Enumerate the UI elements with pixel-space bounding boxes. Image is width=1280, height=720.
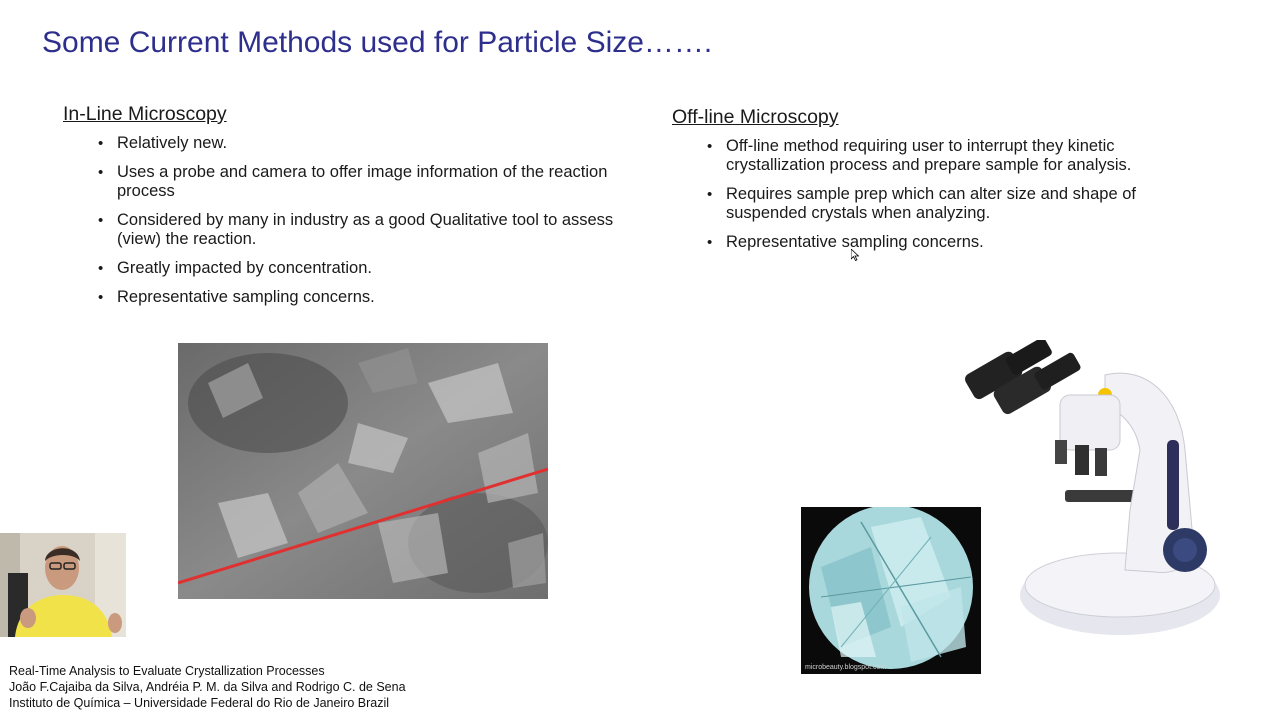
mouse-cursor-icon bbox=[851, 248, 859, 260]
list-item: • Requires sample prep which can alter size and shape of suspended crystals when analyzing. bbox=[726, 185, 1212, 223]
crystal-grayscale-photo bbox=[178, 343, 548, 599]
list-item: • Relatively new. bbox=[117, 134, 633, 153]
microscope-image bbox=[955, 340, 1225, 640]
list-item: • Uses a probe and camera to offer image information of the reaction process bbox=[117, 163, 633, 201]
footer-title: Real-Time Analysis to Evaluate Crystallization Processes bbox=[9, 664, 325, 678]
crystal-watermark: microbeauty.blogspot.com bbox=[805, 664, 887, 671]
list-item: • Considered by many in industry as a good Qualitative tool to assess (view) the reaction. bbox=[117, 211, 633, 249]
offline-microscopy-heading: Off-line Microscopy bbox=[672, 106, 839, 128]
inline-microscopy-heading: In-Line Microscopy bbox=[63, 103, 227, 125]
list-item: • Representative sampling concerns. bbox=[726, 233, 1212, 252]
speaker-video-thumbnail bbox=[0, 533, 126, 637]
inline-microscopy-section bbox=[63, 103, 633, 317]
inline-microscopy-list bbox=[63, 134, 633, 307]
crystal-micrograph-image bbox=[801, 507, 981, 674]
crystal-micrograph bbox=[801, 507, 981, 674]
inline-microscopy-image bbox=[178, 343, 548, 599]
footer-authors: João F.Cajaiba da Silva, Andréia P. M. da Silva and Rodrigo C. de Sena bbox=[9, 680, 406, 694]
list-item: • Greatly impacted by concentration. bbox=[117, 259, 633, 278]
speaker-avatar bbox=[0, 533, 126, 637]
list-item: • Off-line method requiring user to interrupt they kinetic crystallization process and prepare sample for analysis. bbox=[726, 137, 1212, 175]
offline-microscopy-list bbox=[672, 137, 1212, 252]
offline-microscopy-section bbox=[672, 106, 1212, 262]
footer-institution: Instituto de Química – Universidade Federal do Rio de Janeiro Brazil bbox=[9, 696, 390, 710]
microscope-icon bbox=[955, 340, 1225, 640]
slide-footer bbox=[9, 663, 406, 711]
slide-title: Some Current Methods used for Particle Size……. bbox=[42, 26, 713, 59]
list-item: • Representative sampling concerns. bbox=[117, 288, 633, 307]
